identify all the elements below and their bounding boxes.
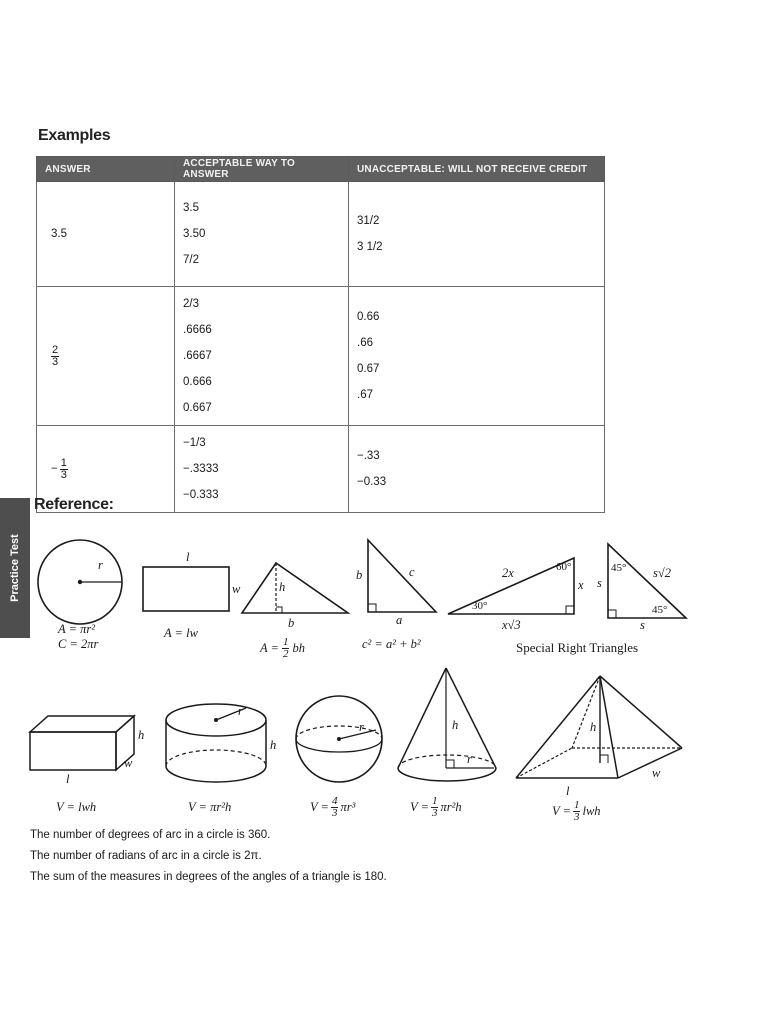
table-row — [37, 182, 605, 287]
fact-triangle-angles: The sum of the measures in degrees of the angles of a triangle is 180. — [30, 871, 387, 883]
fraction-numerator: 4 — [331, 795, 338, 807]
circle-figure — [34, 536, 130, 628]
side-tab-label: Practice Test — [9, 534, 21, 602]
unacceptable-value: .67 — [357, 389, 373, 401]
rectangle-figure — [142, 566, 232, 614]
unacceptable-cell — [349, 182, 605, 287]
pyramid-height-label: h — [590, 720, 597, 734]
rectangle-area-formula: A = lw — [164, 626, 198, 640]
acceptable-value: −1/3 — [183, 437, 206, 449]
header-unacceptable: UNACCEPTABLE: WILL NOT RECEIVE CREDIT — [349, 157, 605, 182]
triangle-height-label: h — [279, 580, 286, 594]
right-triangle-b-label: b — [356, 568, 363, 582]
circle-radius-label: r — [98, 558, 103, 572]
answer-cell — [37, 182, 175, 287]
triangle-45-figure — [604, 540, 688, 622]
acceptable-cell — [175, 287, 349, 426]
answer-value: 3.5 — [51, 228, 67, 240]
answer-fraction — [60, 458, 68, 481]
acceptable-value: −0.333 — [183, 489, 219, 501]
pyramid-length-label: l — [566, 784, 570, 798]
unacceptable-value: −.33 — [357, 450, 380, 462]
pyramid-width-label: w — [652, 766, 661, 780]
acceptable-cell — [175, 426, 349, 513]
long-leg-label: x√3 — [502, 618, 521, 632]
pyramid-volume-formula — [552, 800, 601, 823]
circle-circumference-formula: C = 2πr — [58, 637, 99, 651]
short-leg-x-label: x — [578, 578, 584, 592]
acceptable-value: 7/2 — [183, 254, 199, 266]
unacceptable-cell — [349, 426, 605, 513]
sphere-radius-label: r — [359, 720, 364, 734]
acceptable-value: −.3333 — [183, 463, 219, 475]
fraction-numerator: 1 — [573, 799, 580, 811]
cone-figure — [394, 664, 500, 786]
cone-radius-label: r — [467, 752, 472, 766]
circle-area-formula: A = πr² — [58, 622, 95, 636]
practice-test-tab — [0, 498, 30, 638]
angle-30-label: 30° — [472, 600, 488, 612]
formula-fraction — [431, 796, 439, 819]
triangle-area-formula — [260, 637, 305, 660]
formula-suffix: bh — [292, 641, 305, 655]
formula-fraction — [573, 800, 581, 823]
cone-volume-formula — [410, 796, 462, 819]
examples-table — [36, 156, 605, 513]
acceptable-value: 3.5 — [183, 202, 199, 214]
acceptable-value: 2/3 — [183, 298, 199, 310]
fraction-denominator: 3 — [60, 468, 67, 481]
fraction-numerator: 2 — [52, 343, 59, 356]
box-volume-formula: V = lwh — [56, 800, 97, 814]
hypotenuse-2x-label: 2x — [502, 566, 514, 580]
angle-45-top-label: 45° — [611, 562, 627, 574]
right-triangle-c-label: c — [409, 565, 415, 579]
fraction-numerator: 1 — [60, 456, 67, 469]
rectangle-length-label: l — [186, 550, 190, 564]
box-length-label: l — [66, 772, 70, 786]
leg-s-bottom-label: s — [640, 618, 645, 632]
cylinder-radius-label: r — [238, 704, 243, 718]
answer-fraction — [51, 345, 59, 368]
special-triangles-caption: Special Right Triangles — [516, 640, 639, 655]
box-height-label: h — [138, 728, 145, 742]
fraction-denominator: 3 — [52, 355, 59, 368]
acceptable-value: 0.667 — [183, 402, 212, 414]
unacceptable-value: .66 — [357, 337, 373, 349]
fraction-denominator: 3 — [331, 807, 338, 819]
right-triangle-a-label: a — [396, 613, 403, 627]
unacceptable-value: 0.67 — [357, 363, 380, 375]
hypotenuse-s-root2-label: s√2 — [653, 566, 671, 580]
rectangle-width-label: w — [232, 582, 241, 596]
sphere-figure — [292, 694, 386, 784]
angle-45-bottom-label: 45° — [652, 604, 668, 616]
fraction-numerator: 1 — [431, 795, 438, 807]
header-acceptable: ACCEPTABLE WAY TO ANSWER — [175, 157, 349, 182]
acceptable-value: 3.50 — [183, 228, 206, 240]
formula-fraction — [331, 796, 339, 819]
fraction-denominator: 3 — [573, 811, 580, 823]
unacceptable-value: 31/2 — [357, 215, 380, 227]
pythagorean-formula: c² = a² + b² — [362, 637, 421, 651]
fact-radians-circle: The number of radians of arc in a circle is 2π. — [30, 850, 262, 862]
acceptable-value: .6667 — [183, 350, 212, 362]
reference-heading: Reference: — [34, 496, 114, 513]
cylinder-figure — [160, 700, 272, 786]
angle-60-label: 60° — [556, 561, 572, 573]
fraction-denominator: 3 — [431, 807, 438, 819]
triangle-figure — [240, 560, 352, 616]
sphere-volume-formula — [310, 796, 355, 819]
fraction-numerator: 1 — [282, 636, 289, 648]
formula-prefix: A = — [260, 641, 279, 655]
acceptable-value: .6666 — [183, 324, 212, 336]
unacceptable-value: 0.66 — [357, 311, 380, 323]
formula-suffix: lwh — [582, 804, 601, 818]
acceptable-value: 0.666 — [183, 376, 212, 388]
leg-s-side-label: s — [597, 576, 602, 590]
fact-degrees-circle: The number of degrees of arc in a circle is 360. — [30, 829, 271, 841]
triangle-base-label: b — [288, 616, 295, 630]
formula-suffix: πr³ — [340, 800, 356, 814]
fraction-denominator: 2 — [282, 648, 289, 660]
answer-sign: − — [51, 463, 58, 475]
box-width-label: w — [124, 756, 133, 770]
answer-cell — [37, 287, 175, 426]
cylinder-volume-formula: V = πr²h — [188, 800, 232, 814]
unacceptable-cell — [349, 287, 605, 426]
formula-prefix: V = — [310, 800, 329, 814]
examples-heading: Examples — [38, 127, 111, 144]
table-row — [37, 287, 605, 426]
formula-fraction — [282, 637, 290, 660]
formula-prefix: V = — [410, 800, 429, 814]
table-header-row — [37, 157, 605, 182]
header-answer: ANSWER — [37, 157, 175, 182]
table-row — [37, 426, 605, 513]
unacceptable-value: 3 1/2 — [357, 241, 383, 253]
acceptable-cell — [175, 182, 349, 287]
right-triangle-figure — [364, 536, 440, 616]
formula-prefix: V = — [552, 804, 571, 818]
formula-suffix: πr²h — [440, 800, 462, 814]
cone-height-label: h — [452, 718, 459, 732]
unacceptable-value: −0.33 — [357, 476, 387, 488]
cylinder-height-label: h — [270, 738, 277, 752]
